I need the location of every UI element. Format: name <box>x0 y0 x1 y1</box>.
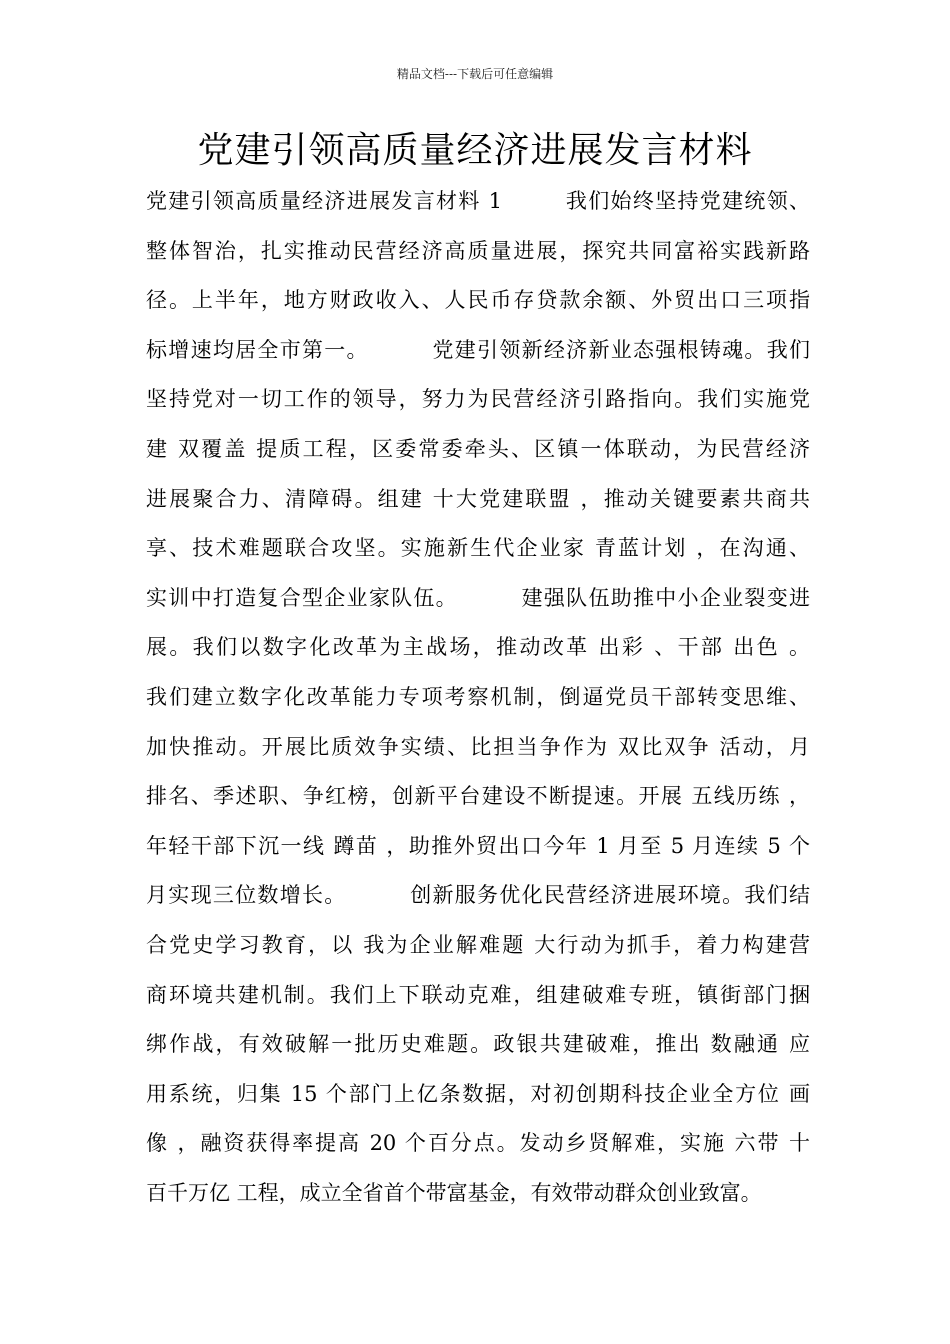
body-line: 党建引领高质量经济进展发言材料 1 我们始终坚持党建统领、 <box>146 189 810 213</box>
body-line: 绑作战，有效破解一批历史难题。政银共建破难，推出 数融通 应 <box>146 1032 810 1057</box>
body-line: 加快推动。开展比质效争实绩、比担当争作为 双比双争 活动，月 <box>146 734 810 759</box>
body-line: 商环境共建机制。我们上下联动克难，组建破难专班，镇街部门捆 <box>146 982 810 1007</box>
body-line: 用系统，归集 15 个部门上亿条数据，对初创期科技企业全方位 画 <box>146 1081 810 1106</box>
body-line: 排名、季述职、争红榜，创新平台建设不断提速。开展 五线历练 ， <box>146 784 810 809</box>
body-line: 享、技术难题联合攻坚。实施新生代企业家 青蓝计划 ，在沟通、 <box>146 536 810 561</box>
body-line: 百千万亿 工程，成立全省首个带富基金，有效带动群众创业致富。 <box>146 1180 762 1205</box>
body-line: 像 ，融资获得率提高 20 个百分点。发动乡贤解难，实施 六带 十 <box>146 1131 810 1156</box>
body-line: 我们建立数字化改革能力专项考察机制，倒逼党员干部转变思维、 <box>146 684 810 709</box>
body-line: 展。我们以数字化改革为主战场，推动改革 出彩 、干部 出色 。 <box>146 635 810 660</box>
body-text <box>146 177 810 1218</box>
body-line: 实训中打造复合型企业家队伍。 建强队伍助推中小企业裂变进 <box>146 585 810 610</box>
body-line: 合党史学习教育，以 我为企业解难题 大行动为抓手，着力构建营 <box>146 932 810 957</box>
body-line: 进展聚合力、清障碍。组建 十大党建联盟 ，推动关键要素共商共 <box>146 486 810 511</box>
body-line: 建 双覆盖 提质工程，区委常委牵头、区镇一体联动，为民营经济 <box>146 436 810 461</box>
body-line: 年轻干部下沉一线 蹲苗 ，助推外贸出口今年 1 月至 5 月连续 5 个 <box>146 833 810 858</box>
document-title: 党建引领高质量经济进展发言材料 <box>197 130 753 171</box>
body-line: 标增速均居全市第一。 党建引领新经济新业态强根铸魂。我们 <box>146 337 810 362</box>
body-line: 径。上半年，地方财政收入、人民币存贷款余额、外贸出口三项指 <box>146 288 810 313</box>
body-line: 月实现三位数增长。 创新服务优化民营经济进展环境。我们结 <box>146 883 810 908</box>
body-line: 坚持党对一切工作的领导，努力为民营经济引路指向。我们实施党 <box>146 387 810 412</box>
body-line: 整体智治，扎实推动民营经济高质量进展，探究共同富裕实践新路 <box>146 238 810 263</box>
header-note: 精品文档---下载后可任意编辑 <box>396 67 554 81</box>
